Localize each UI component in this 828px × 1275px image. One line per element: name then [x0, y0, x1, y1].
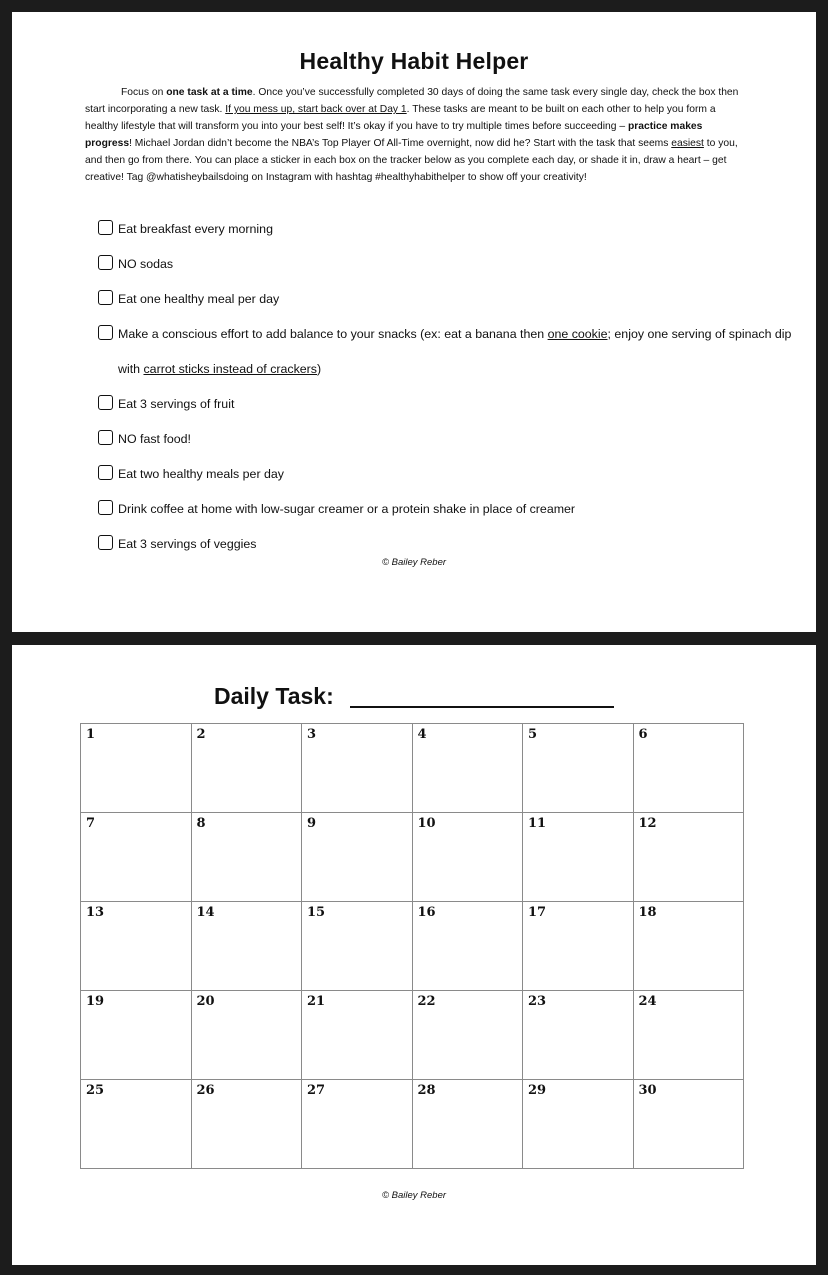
- page-two: [12, 645, 816, 1265]
- task-item: [98, 317, 798, 387]
- day-cell[interactable]: 5: [523, 724, 634, 813]
- task-checkbox[interactable]: [98, 220, 113, 235]
- task-label: Eat 3 servings of veggies: [118, 537, 257, 551]
- task-underlined-text: carrot sticks instead of crackers: [143, 362, 318, 376]
- intro-text: . Once you’ve successfully completed 30 days of doing the same task every single day, check the box then start incorporating a new task.: [85, 87, 739, 115]
- day-cell[interactable]: 18: [633, 902, 744, 991]
- task-item: [98, 282, 798, 317]
- day-cell[interactable]: 16: [412, 902, 523, 991]
- intro-text: ! Michael Jordan didn’t become the NBA’s Top Player Of All-Time overnight, now did he? Start with the task that seems: [129, 138, 672, 149]
- task-label: Eat 3 servings of fruit: [118, 397, 235, 411]
- task-checkbox[interactable]: [98, 500, 113, 515]
- day-cell[interactable]: 4: [412, 724, 523, 813]
- task-label: Eat breakfast every morning: [118, 222, 273, 236]
- intro-text: . These tasks are meant to be built on each other to help you form a healthy lifestyle that will transform you into your best self! It’s okay if you have to try multiple times before succeeding –: [85, 104, 716, 132]
- day-cell[interactable]: 1: [81, 724, 192, 813]
- copyright-notice: © Bailey Reber: [381, 1190, 447, 1201]
- intro-underlined-text: If you mess up, start back over at Day 1: [225, 104, 407, 115]
- day-cell[interactable]: 17: [523, 902, 634, 991]
- task-item: [98, 457, 798, 492]
- day-cell[interactable]: 14: [191, 902, 302, 991]
- task-checkbox[interactable]: [98, 395, 113, 410]
- task-item: [98, 212, 798, 247]
- task-checkbox[interactable]: [98, 255, 113, 270]
- day-cell[interactable]: 7: [81, 813, 192, 902]
- daily-task-blank-line[interactable]: [350, 706, 614, 708]
- task-item: [98, 492, 798, 527]
- day-cell[interactable]: 3: [302, 724, 413, 813]
- day-cell[interactable]: 22: [412, 991, 523, 1080]
- day-cell[interactable]: 9: [302, 813, 413, 902]
- day-cell[interactable]: 19: [81, 991, 192, 1080]
- intro-text: to you, and then go from there. You can place a sticker in each box on the tracker below as you complete each day, or shade it in, draw a heart – get creative! Tag @whatisheybailsdoing on Instagram with hashtag #healthyhabithelper to show off your creativity!: [85, 138, 738, 183]
- page-title: Healthy Habit Helper: [299, 48, 529, 74]
- day-cell[interactable]: 13: [81, 902, 192, 991]
- task-label: NO sodas: [118, 257, 174, 271]
- day-cell[interactable]: 2: [191, 724, 302, 813]
- task-label: Eat two healthy meals per day: [118, 467, 284, 481]
- tracker-row: [81, 813, 744, 902]
- task-text: ; enjoy one serving of spinach dip with: [118, 327, 792, 376]
- task-checkbox[interactable]: [98, 325, 113, 340]
- task-checkbox[interactable]: [98, 430, 113, 445]
- day-cell[interactable]: 12: [633, 813, 744, 902]
- day-cell[interactable]: 8: [191, 813, 302, 902]
- day-cell[interactable]: 24: [633, 991, 744, 1080]
- task-item: [98, 422, 798, 457]
- task-label: [118, 317, 798, 387]
- intro-text: Focus on: [121, 87, 167, 98]
- day-tracker-grid: [80, 723, 744, 1169]
- task-item: [98, 247, 798, 282]
- task-checklist: [98, 212, 798, 562]
- intro-underlined-text: easiest: [671, 138, 704, 149]
- day-cell[interactable]: 20: [191, 991, 302, 1080]
- intro-bold-text: practice makes progress: [85, 121, 703, 149]
- day-cell[interactable]: 25: [81, 1080, 192, 1169]
- task-label: Drink coffee at home with low-sugar creamer or a protein shake in place of creamer: [118, 502, 576, 516]
- page-one: [12, 12, 816, 632]
- day-cell[interactable]: 21: [302, 991, 413, 1080]
- tracker-row: [81, 991, 744, 1080]
- task-underlined-text: one cookie: [547, 327, 608, 341]
- tracker-row: [81, 1080, 744, 1169]
- task-text: Make a conscious effort to add balance to your snacks (ex: eat a banana then: [118, 327, 548, 341]
- copyright-notice: © Bailey Reber: [381, 557, 447, 568]
- day-cell[interactable]: 29: [523, 1080, 634, 1169]
- tracker-row: [81, 724, 744, 813]
- day-cell[interactable]: 15: [302, 902, 413, 991]
- task-label: Eat one healthy meal per day: [118, 292, 280, 306]
- task-checkbox[interactable]: [98, 465, 113, 480]
- day-cell[interactable]: 30: [633, 1080, 744, 1169]
- day-cell[interactable]: 27: [302, 1080, 413, 1169]
- day-cell[interactable]: 28: [412, 1080, 523, 1169]
- task-checkbox[interactable]: [98, 535, 113, 550]
- intro-bold-text: one task at a time: [166, 87, 253, 98]
- task-label: NO fast food!: [118, 432, 192, 446]
- day-cell[interactable]: 10: [412, 813, 523, 902]
- tracker-row: [81, 902, 744, 991]
- day-cell[interactable]: 23: [523, 991, 634, 1080]
- task-item: [98, 387, 798, 422]
- daily-task-label: Daily Task:: [214, 683, 334, 709]
- intro-paragraph: [85, 84, 747, 186]
- day-cell[interactable]: 6: [633, 724, 744, 813]
- day-cell[interactable]: 26: [191, 1080, 302, 1169]
- task-text: ): [317, 362, 322, 376]
- day-cell[interactable]: 11: [523, 813, 634, 902]
- task-checkbox[interactable]: [98, 290, 113, 305]
